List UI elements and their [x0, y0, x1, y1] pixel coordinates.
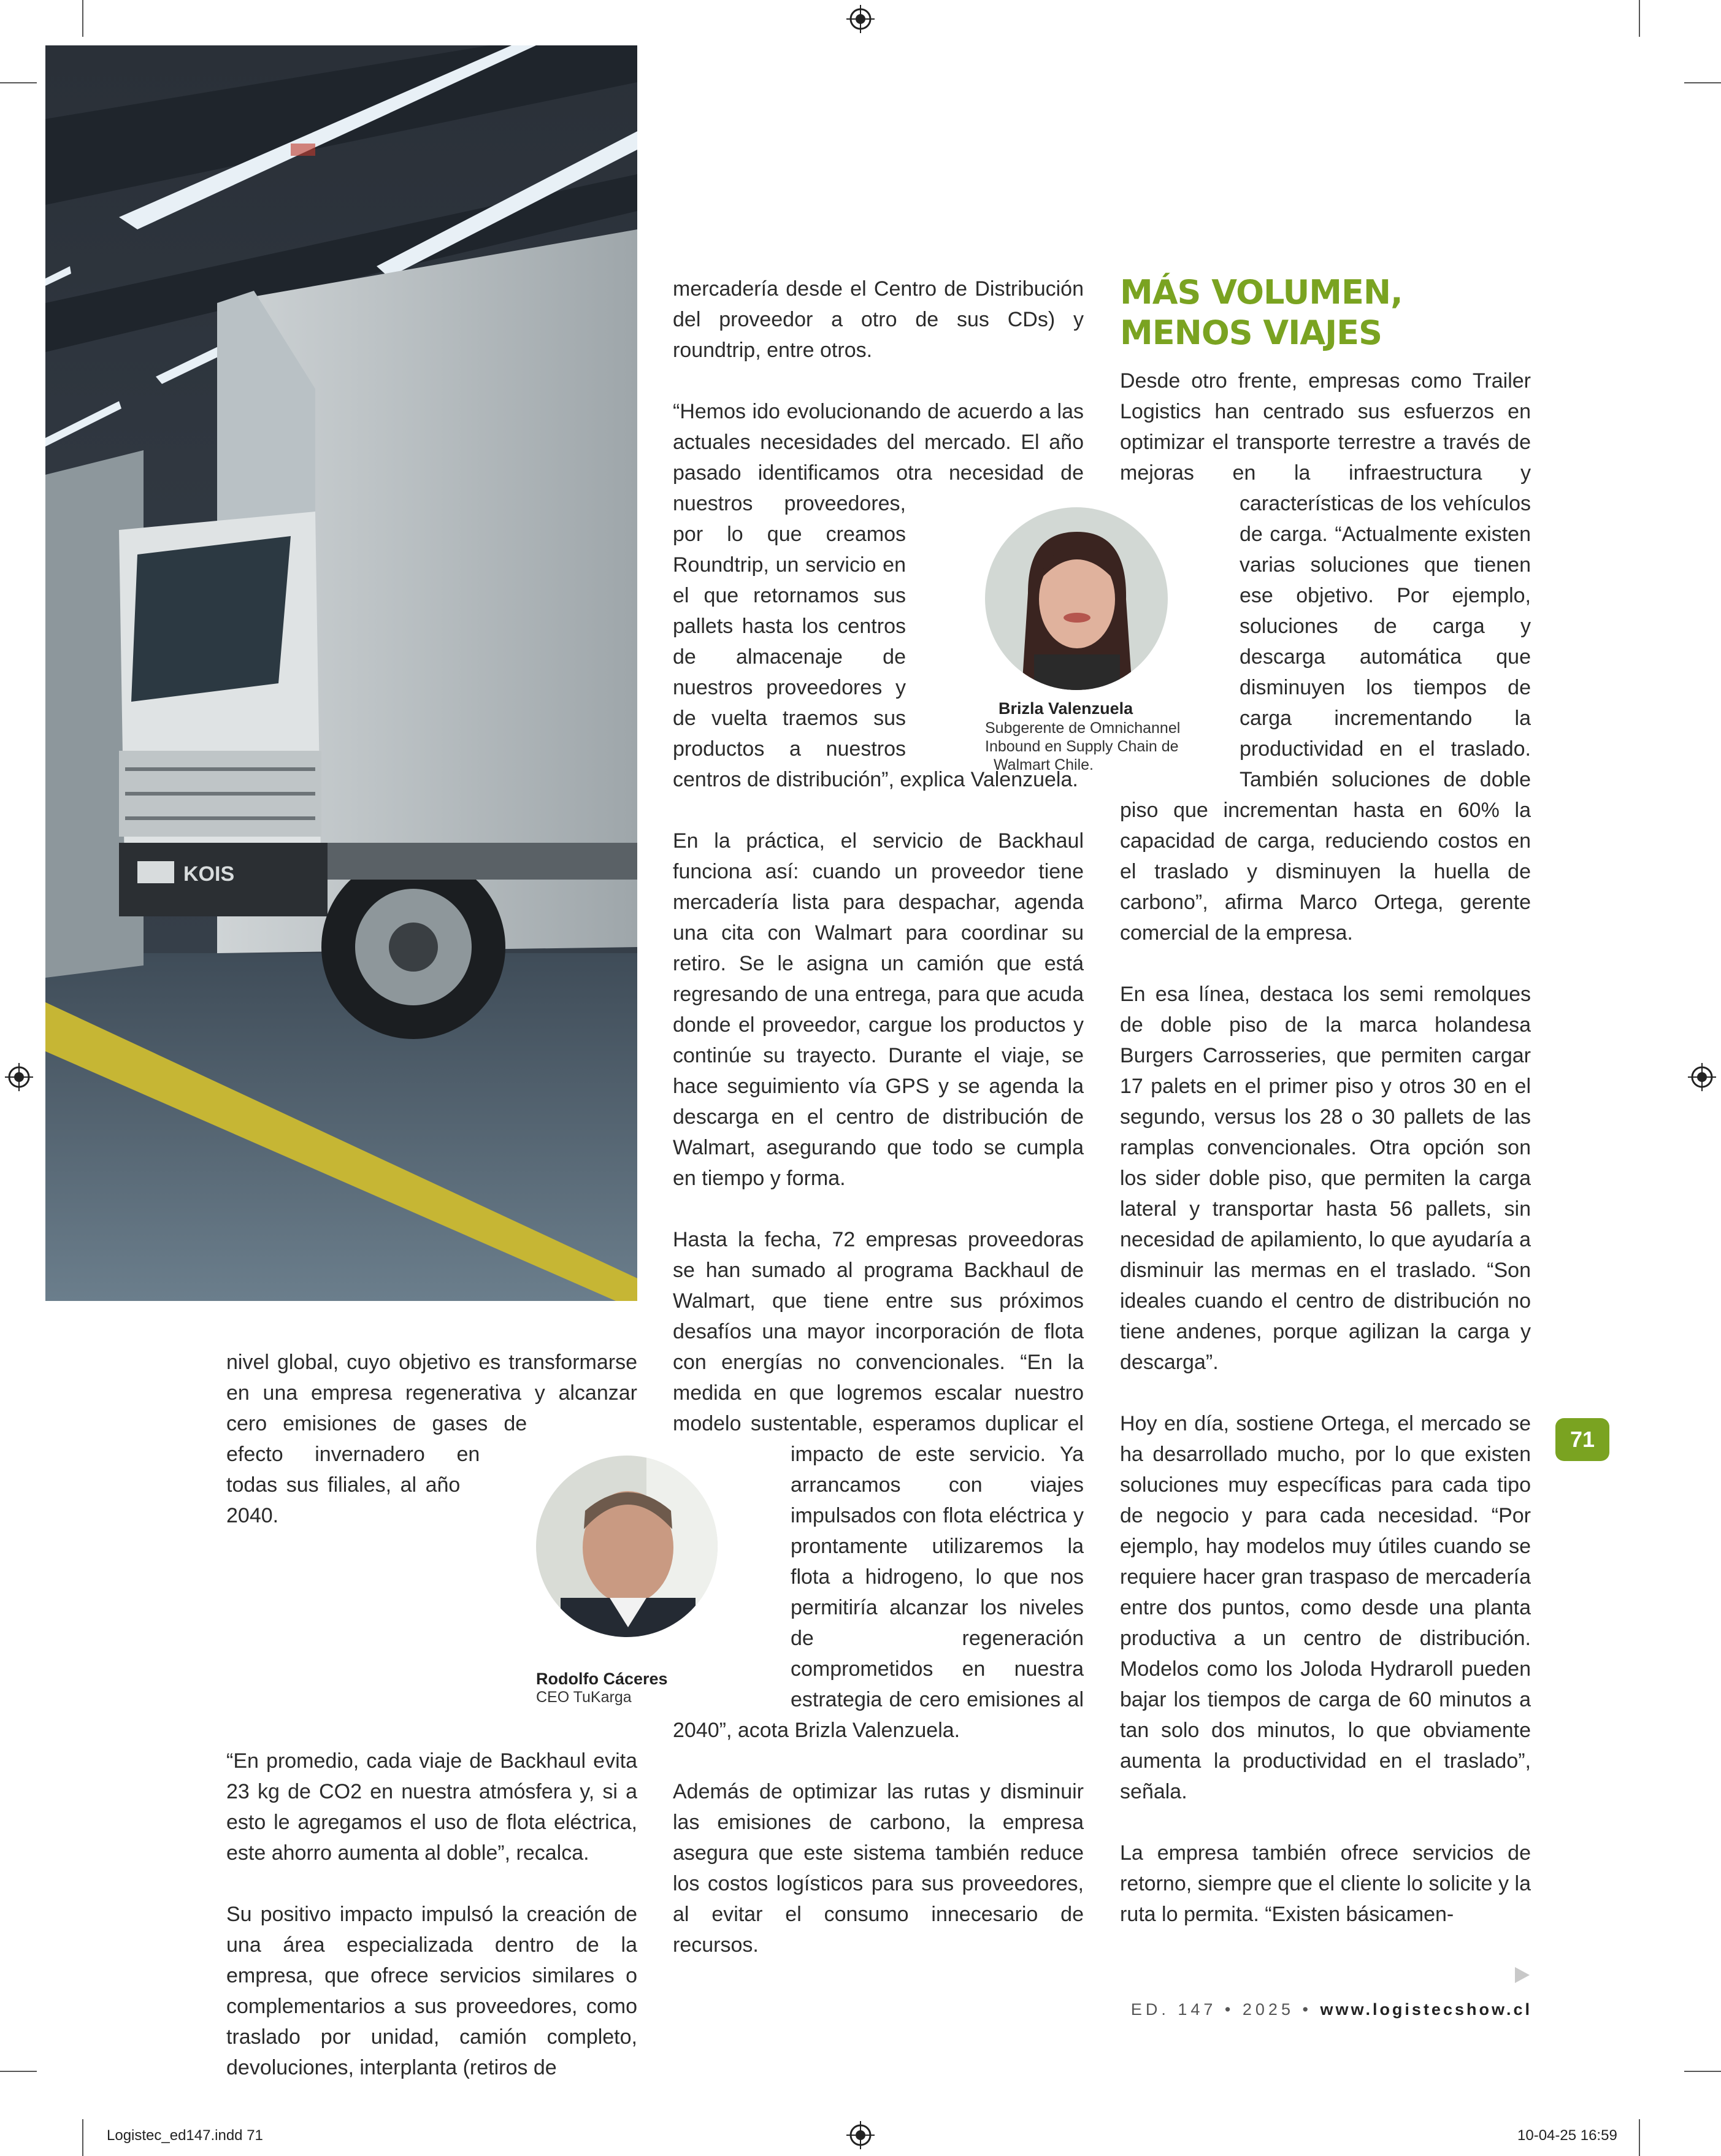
col1-paragraph-3: Su positivo impacto impulsó la creación de una área especializada dentro de la empresa, que ofrece servicios similares o complementarios a sus proveedores, como traslado por unidad, camión completo, devoluciones, interplanta (retiros de — [226, 1903, 637, 2079]
crop-mark — [1684, 2071, 1721, 2072]
page-number-badge: 71 — [1555, 1418, 1609, 1461]
registration-mark-icon — [846, 5, 875, 33]
col2-text-2: “Hemos ido evolucionando de acuerdo a las actuales necesidades del mercado. El año pasado identificamos otra necesidad de nuestros proveedores, por lo que creamos Roundtrip, un servicio en el que retornamos sus pallets hasta los centros de almacenaje de nuestros proveedores y de vuelta traemos sus productos a nuestros centros de distribución”, explica Valenzuela. — [673, 400, 1084, 791]
brizla-role-line3: Walmart Chile. — [994, 756, 1094, 773]
col3-paragraph-2: En esa línea, destaca los semi remolques de doble piso de la marca holandesa Burgers Carrosseries, que permiten cargar 17 palets en el primer piso y otros 30 en el segundo, versus los 28 o 30 pallets de las ramplas convencionales. Otra opción son los sider doble piso, que permiten la carga lateral y transportar hasta 56 pallets, sin necesidad de apilamiento, lo que ayudaría a disminuir las mermas en el traslado. “Son ideales cuando el centro de distribución no tiene andenes, porque agilizan la carga y descarga”. — [1120, 983, 1531, 1374]
col2-paragraph-4 — [673, 1224, 1084, 1746]
slug-filename: Logistec_ed147.indd 71 — [107, 2127, 263, 2144]
crop-mark — [1684, 82, 1721, 83]
heading-line2: MENOS VIAJES — [1120, 313, 1382, 352]
col2-paragraph-5: Además de optimizar las rutas y disminuir las emisiones de carbono, la empresa asegura que este sistema también reduce los costos logísticos para sus proveedores, al evitar el consumo innecesario de recursos. — [673, 1780, 1084, 1957]
col3-paragraph-4: La empresa también ofrece servicios de retorno, siempre que el cliente lo solicite y la ruta lo permita. “Existen básicamen- — [1120, 1841, 1531, 1926]
col1-text-1: nivel global, cuyo objetivo es transformarse en una empresa regenerativa y alcanzar cero emisiones de gases de efecto invernadero en todas sus filiales, al año 2040. — [226, 1351, 637, 1527]
float-spacer — [257, 1562, 447, 1746]
col3-text-1: Desde otro frente, empresas como Trailer Logistics han centrado sus esfuerzos en optimizar el transporte terrestre a través de mejoras en la infraestructura y características de los vehículos de carga. “Actualmente existen varias soluciones que tienen ese objetivo. Por ejemplo, soluciones de carga y descarga automática que disminuyen los tiempos de carga incrementando la productividad en el traslado. También soluciones de doble piso que incrementan hasta en 60% la capacidad de carga, reduciendo costos en el traslado y disminuyen la huella de carbono”, afirma Marco Ortega, gerente comercial de la empresa. — [1120, 369, 1531, 945]
footer-edition: ED. 147 • 2025 • — [1130, 2000, 1312, 2019]
section-heading — [1120, 272, 1463, 353]
slug-timestamp: 10-04-25 16:59 — [1517, 2127, 1617, 2144]
crop-mark — [1639, 0, 1640, 37]
col3-paragraph-3: Hoy en día, sostiene Ortega, el mercado se ha desarrollado mucho, por lo que existen soluciones muy específicas para cada tipo de negocio y para cada necesidad. “Por ejemplo, hay modelos muy útiles cuando se requiere hacer gran traspaso de mercadería entre dos puntos, como desde una planta productiva a un centro de distribución. Modelos como los Joloda Hydraroll pueden bajar los tiempos de carga de 60 minutos a tan solo dos minutos, lo que obviamente aumenta la productividad en el traslado”, señala. — [1120, 1412, 1531, 1803]
col2-text-4: Hasta la fecha, 72 empresas proveedoras se han sumado al programa Backhaul de Walmart, que tiene entre sus próximos desafíos una mayor incorporación de flota con energías no convencionales. “En la medida en que logremos escalar nuestro modelo sustentable, esperamos duplicar el impacto de este servicio. Ya arrancamos con viajes impulsados con flota eléctrica y prontamente utilizaremos la flota a hidrogeno, lo que nos permitiría alcanzar los niveles de regeneración comprometidos en nuestra estrategia de cero emisiones al 2040”, acota Brizla Valenzuela. — [673, 1228, 1084, 1742]
continue-arrow-icon — [1515, 1967, 1530, 1983]
rodolfo-name: Rodolfo Cáceres — [536, 1670, 668, 1688]
col1-text-2: “En promedio, cada viaje de Backhaul evita 23 kg de CO2 en nuestra atmósfera y, si a esto le agregamos el uso de flota eléctrica, este ahorro aumenta al doble”, recalca. — [226, 1749, 637, 1865]
crop-mark — [82, 2119, 83, 2156]
brizla-role-line2: Inbound en Supply Chain de — [985, 738, 1179, 755]
article-column-1 — [226, 1347, 637, 2083]
article-column-3 — [1120, 366, 1531, 1930]
registration-mark-icon — [1688, 1063, 1716, 1091]
col2-paragraph-1: mercadería desde el Centro de Distribución del proveedor a otro de sus CDs) y roundtrip, entre otros. — [673, 277, 1084, 362]
float-spacer — [673, 1439, 791, 1715]
col3-paragraph-1 — [1120, 366, 1531, 948]
crop-mark — [0, 82, 37, 83]
brizla-name: Brizla Valenzuela — [998, 699, 1133, 718]
truck-warehouse-photo — [45, 45, 637, 1301]
footer-website: www.logistecshow.cl — [1320, 2000, 1532, 2019]
crop-mark — [82, 0, 83, 37]
page-footer — [1131, 2000, 1532, 2019]
float-spacer — [1120, 488, 1240, 795]
registration-mark-icon — [5, 1063, 33, 1091]
crop-mark — [1639, 2119, 1640, 2156]
col2-paragraph-3: En la práctica, el servicio de Backhaul funciona así: cuando un proveedor tiene mercadería lista para despachar, agenda una cita con Walmart para coordinar su retiro. Se le asigna un camión que está regresando de una entrega, para que acuda donde el proveedor, cargue los productos y continúe su trayecto. Durante el viaje, se hace seguimiento vía GPS y se agenda la descarga en el centro de distribución de Walmart, asegurando que todo se cumpla en tiempo y forma. — [673, 829, 1084, 1190]
crop-mark — [0, 2071, 37, 2072]
registration-mark-icon — [846, 2121, 875, 2149]
heading-line1: MÁS VOLUMEN, — [1120, 273, 1403, 312]
rodolfo-role: CEO TuKarga — [536, 1689, 632, 1706]
brizla-role-line1: Subgerente de Omnichannel — [985, 719, 1181, 737]
truck-plate-label: KOIS — [183, 862, 235, 886]
